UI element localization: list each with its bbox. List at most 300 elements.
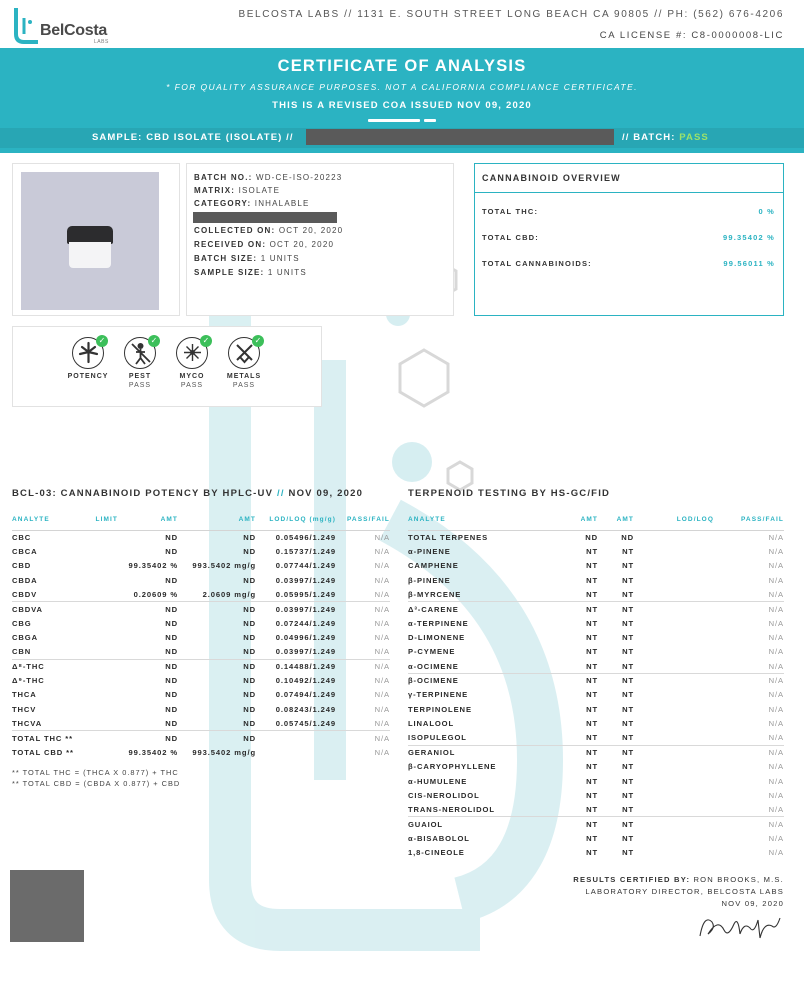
pass-fail-cell: N/A	[714, 602, 784, 616]
pass-fail-cell: N/A	[374, 647, 390, 657]
received-label: RECEIVED ON:	[194, 240, 267, 249]
cannabinoid-section-title	[12, 488, 363, 499]
table-row	[408, 530, 784, 544]
table-cell: ND	[165, 618, 178, 628]
analyte-name: β-CARYOPHYLLENE	[408, 762, 497, 772]
table-cell: ND	[165, 690, 178, 700]
table-cell	[634, 544, 714, 558]
sample-size-label: SAMPLE SIZE:	[194, 268, 265, 277]
table-cell: 0.04996/1.249	[275, 633, 336, 643]
pass-fail-cell: N/A	[768, 704, 784, 714]
analyte-name: TOTAL CBD **	[12, 747, 74, 757]
table-cell	[634, 587, 714, 601]
certified-label: RESULTS CERTIFIED BY:	[573, 875, 691, 884]
overview-value: 99.56011 %	[723, 259, 775, 268]
table-cell: NT	[622, 848, 634, 858]
table-cell: NT	[538, 673, 598, 687]
table-cell	[78, 745, 118, 759]
category-label: CATEGORY:	[194, 199, 252, 208]
lab-address: BELCOSTA LABS // 1131 E. SOUTH STREET LONG BEACH CA 90805 // PH: (562) 676-4206	[238, 9, 784, 20]
pass-fail-cell: N/A	[768, 547, 784, 557]
pass-fail-cell: N/A	[336, 602, 390, 616]
table-cell: 99.35402 %	[128, 747, 178, 757]
table-cell: NT	[538, 745, 598, 759]
pass-fail-cell: N/A	[768, 776, 784, 786]
analyte-name: CBC	[12, 532, 32, 542]
table-cell	[78, 587, 118, 601]
table-cell: ND	[243, 690, 256, 700]
table-cell: NT	[622, 776, 634, 786]
batch-no-row	[194, 173, 342, 182]
check-icon: ✓	[148, 335, 160, 347]
sample-size-value: 1 UNITS	[267, 268, 307, 277]
matrix-row	[194, 186, 280, 195]
table-cell	[634, 616, 714, 630]
pass-fail-cell: N/A	[336, 731, 390, 745]
pass-fail-cell: N/A	[768, 848, 784, 858]
table-row	[408, 645, 784, 659]
sample-photo-box	[12, 163, 180, 316]
logo-text: BelCosta	[40, 22, 107, 39]
pass-fail-cell: N/A	[374, 690, 390, 700]
note-line: ** TOTAL CBD = (CBDA X 0.877) + CBD	[12, 779, 181, 788]
logo-sub: LABS	[94, 39, 109, 45]
analyte-name: α-OCIMENE	[408, 661, 459, 671]
analyte-name: α-PINENE	[408, 547, 451, 557]
table-row	[408, 559, 784, 573]
certifier-name: RON BROOKS, M.S.	[693, 875, 784, 884]
table-cell: NT	[622, 575, 634, 585]
table-cell	[634, 760, 714, 774]
table-cell: 99.35402 %	[128, 561, 178, 571]
table-cell	[78, 602, 118, 616]
table-cell: NT	[586, 661, 598, 671]
table-cell	[78, 716, 118, 730]
table-cell: ND	[178, 731, 256, 745]
table-cell: 0.07244/1.249	[275, 618, 336, 628]
pass-fail-cell: N/A	[768, 618, 784, 628]
table-row	[408, 731, 784, 745]
table-cell: ND	[243, 547, 256, 557]
analyte-name: α-BISABOLOL	[408, 833, 470, 843]
table-cell: 993.5402 mg/g	[192, 561, 256, 571]
table-cell	[634, 846, 714, 860]
table-cell: NT	[586, 733, 598, 743]
redaction-block	[306, 129, 614, 145]
col-header: LIMIT	[78, 513, 118, 530]
table-cell: 2.0609 mg/g	[202, 589, 256, 599]
table-cell: ND	[165, 575, 178, 585]
table-cell: ND	[621, 532, 634, 542]
table-cell	[634, 702, 714, 716]
batch-no-value: WD-CE-ISO-20223	[255, 173, 343, 182]
table-cell	[78, 544, 118, 558]
table-cell	[78, 659, 118, 673]
table-row	[408, 616, 784, 630]
table-cell: ND	[165, 547, 178, 557]
overview-title: CANNABINOID OVERVIEW	[482, 173, 621, 183]
table-cell: NT	[538, 602, 598, 616]
certification-date: NOV 09, 2020	[721, 899, 784, 908]
table-cell: 0.07744/1.249	[275, 561, 336, 571]
table-cell: NT	[622, 647, 634, 657]
pass-fail-cell: N/A	[768, 790, 784, 800]
table-cell: NT	[586, 719, 598, 729]
table-row	[12, 688, 390, 702]
table-cell	[634, 774, 714, 788]
col-header: AMT	[118, 513, 178, 530]
table-cell: NT	[622, 589, 634, 599]
table-cell	[78, 702, 118, 716]
pass-fail-cell: N/A	[374, 747, 390, 757]
analyte-name: CBG	[12, 618, 32, 628]
table-cell: ND	[118, 659, 178, 673]
table-cell: NT	[598, 602, 634, 616]
table-row	[408, 774, 784, 788]
pass-fail-cell: N/A	[768, 690, 784, 700]
table-cell: NT	[586, 618, 598, 628]
table-cell: ND	[165, 532, 178, 542]
table-cell: ND	[165, 676, 178, 686]
analyte-name: α-HUMULENE	[408, 776, 468, 786]
table-row	[12, 559, 390, 573]
check-icon: ✓	[96, 335, 108, 347]
pass-fail-cell: N/A	[768, 733, 784, 743]
batch-label: // BATCH:	[622, 132, 676, 143]
table-cell	[634, 831, 714, 845]
table-row	[408, 688, 784, 702]
myco-badge	[167, 335, 219, 399]
table-cell	[634, 559, 714, 573]
coa-title: CERTIFICATE OF ANALYSIS	[277, 57, 527, 75]
table-cell	[78, 630, 118, 644]
table-cell: ND	[165, 647, 178, 657]
category-value: INHALABLE	[254, 199, 310, 208]
table-row	[12, 645, 390, 659]
badge-status: PASS	[232, 382, 256, 389]
table-cell: 0.03997/1.249	[256, 602, 336, 616]
table-cell: NT	[586, 633, 598, 643]
table-row	[408, 702, 784, 716]
batch-no-label: BATCH NO.:	[194, 173, 253, 182]
table-cell: NT	[586, 790, 598, 800]
table-cell: 993.5402 mg/g	[192, 747, 256, 757]
banner-divider	[368, 119, 438, 122]
table-cell: NT	[622, 633, 634, 643]
table-cell: 0.03997/1.249	[275, 575, 336, 585]
cannabinoid-title-text: BCL-03: CANNABINOID POTENCY BY HPLC-UV	[12, 488, 274, 499]
table-row	[12, 544, 390, 558]
table-cell: ND	[243, 575, 256, 585]
analyte-name: ISOPULEGOL	[408, 733, 467, 743]
cannabinoid-overview	[474, 163, 784, 316]
table-cell: ND	[243, 618, 256, 628]
table-cell: ND	[118, 602, 178, 616]
pest-badge	[115, 335, 167, 399]
table-row	[408, 846, 784, 860]
overview-label: TOTAL CANNABINOIDS:	[482, 259, 592, 268]
pass-fail-cell: N/A	[374, 532, 390, 542]
table-cell	[78, 573, 118, 587]
analyte-name: TOTAL THC **	[12, 731, 78, 745]
category-row	[194, 199, 310, 208]
table-cell: NT	[598, 673, 634, 687]
badge-label: METALS	[226, 373, 262, 380]
table-row	[12, 530, 390, 544]
coa-banner	[0, 48, 804, 153]
analyte-name: CBDV	[12, 589, 38, 599]
analyte-name: GERANIOL	[408, 745, 538, 759]
analyte-name: CBD	[12, 561, 32, 571]
pass-fail-cell: N/A	[336, 659, 390, 673]
analyte-name: CBCA	[12, 547, 38, 557]
sample-info-box	[186, 163, 454, 316]
table-cell	[634, 716, 714, 730]
table-cell: 0.07494/1.249	[275, 690, 336, 700]
pass-fail-cell: N/A	[374, 676, 390, 686]
table-cell: NT	[622, 833, 634, 843]
table-row	[12, 702, 390, 716]
table-cell	[634, 803, 714, 817]
table-cell	[78, 688, 118, 702]
table-row	[408, 602, 784, 616]
table-cell: 0.08243/1.249	[275, 704, 336, 714]
matrix-value: ISOLATE	[238, 186, 281, 195]
table-row	[408, 716, 784, 730]
collected-row	[194, 226, 343, 235]
pass-fail-cell: N/A	[714, 745, 784, 759]
badge-label: MYCO	[179, 373, 205, 380]
cannabinoid-table	[12, 513, 390, 760]
test-badges	[12, 326, 322, 407]
table-cell: ND	[165, 633, 178, 643]
sample-label: SAMPLE: CBD ISOLATE (ISOLATE) //	[92, 132, 294, 143]
table-row	[408, 587, 784, 601]
analyte-name: γ-TERPINENE	[408, 690, 469, 700]
col-header: PASS/FAIL	[336, 513, 390, 530]
table-row	[12, 587, 390, 601]
sample-size-row	[194, 268, 307, 277]
analyte-name: β-OCIMENE	[408, 673, 538, 687]
pass-fail-cell: N/A	[768, 661, 784, 671]
table-row	[408, 745, 784, 759]
table-cell	[634, 573, 714, 587]
badge-label: POTENCY	[67, 373, 109, 380]
batch-size-value: 1 UNITS	[260, 254, 300, 263]
table-cell: NT	[622, 547, 634, 557]
analyte-name: THCV	[12, 704, 37, 714]
col-header: AMT	[538, 513, 598, 530]
table-cell	[78, 530, 118, 544]
table-cell	[634, 817, 714, 831]
table-cell	[634, 645, 714, 659]
table-cell	[634, 788, 714, 802]
page-header	[0, 0, 804, 48]
table-cell: NT	[586, 575, 598, 585]
table-cell: NT	[598, 817, 634, 831]
pass-fail-cell: N/A	[374, 704, 390, 714]
pass-fail-cell: N/A	[714, 817, 784, 831]
col-header: AMT	[178, 513, 256, 530]
analyte-name: Δ⁸-THC	[12, 659, 78, 673]
table-cell: NT	[586, 804, 598, 814]
table-cell	[634, 530, 714, 544]
analyte-name: CAMPHENE	[408, 561, 459, 571]
table-cell: ND	[165, 718, 178, 728]
col-header: PASS/FAIL	[714, 513, 784, 530]
col-header: LOD/LOQ (mg/g)	[256, 513, 336, 530]
table-cell: NT	[622, 704, 634, 714]
table-cell: NT	[586, 561, 598, 571]
analyte-name: CBDVA	[12, 602, 78, 616]
analyte-name: TRANS-NEROLIDOL	[408, 804, 495, 814]
table-row	[408, 544, 784, 558]
table-cell	[256, 731, 336, 745]
col-header: LOD/LOQ	[634, 513, 714, 530]
coa-disclaimer: * FOR QUALITY ASSURANCE PURPOSES. NOT A CALIFORNIA COMPLIANCE CERTIFICATE.	[166, 82, 638, 92]
table-cell: ND	[118, 731, 178, 745]
pass-fail-cell: N/A	[768, 575, 784, 585]
table-cell: ND	[243, 676, 256, 686]
table-cell: 0.05496/1.249	[275, 532, 336, 542]
table-cell: NT	[586, 704, 598, 714]
overview-row	[482, 233, 778, 242]
total-notes	[12, 767, 180, 789]
table-cell	[78, 616, 118, 630]
table-row	[12, 659, 390, 673]
metals-badge	[219, 335, 271, 399]
redaction-block	[193, 212, 337, 223]
badge-status: PASS	[180, 382, 204, 389]
pass-fail-cell: N/A	[768, 833, 784, 843]
overview-value: 99.35402 %	[722, 233, 775, 242]
pass-fail-cell: N/A	[768, 647, 784, 657]
table-header	[408, 513, 784, 530]
table-cell	[634, 673, 714, 687]
terpene-section-title: TERPENOID TESTING BY HS-GC/FID	[408, 488, 611, 499]
overview-row	[482, 259, 778, 268]
table-row	[408, 673, 784, 687]
table-cell	[634, 659, 714, 673]
col-header: ANALYTE	[408, 513, 538, 530]
redacted-qr-code	[10, 870, 84, 942]
belcosta-logo	[12, 4, 122, 44]
table-cell: ND	[243, 704, 256, 714]
pass-fail-cell: N/A	[768, 532, 784, 542]
analyte-name: 1,8-CINEOLE	[408, 848, 465, 858]
matrix-label: MATRIX:	[194, 186, 236, 195]
received-value: OCT 20, 2020	[269, 240, 335, 249]
analyte-name: β-PINENE	[408, 575, 451, 585]
pass-fail-cell: N/A	[714, 673, 784, 687]
received-row	[194, 240, 334, 249]
table-cell: ND	[165, 704, 178, 714]
pass-fail-cell: N/A	[768, 804, 784, 814]
overview-label: TOTAL THC:	[482, 207, 539, 216]
table-cell	[634, 688, 714, 702]
table-cell: 0.20609 %	[133, 589, 178, 599]
analyte-name: CBGA	[12, 633, 38, 643]
certifier-title: LABORATORY DIRECTOR, BELCOSTA LABS	[585, 887, 784, 896]
table-cell: NT	[622, 719, 634, 729]
table-cell: NT	[622, 690, 634, 700]
analyte-name: GUAIOL	[408, 817, 538, 831]
lab-license: CA LICENSE #: C8-0000008-LIC	[599, 30, 784, 41]
note-line: ** TOTAL THC = (THCA X 0.877) + THC	[12, 768, 179, 777]
table-row	[408, 817, 784, 831]
table-cell: NT	[586, 589, 598, 599]
table-cell: NT	[598, 745, 634, 759]
sample-bar	[0, 128, 804, 148]
table-cell: ND	[178, 602, 256, 616]
table-cell: 0.05995/1.249	[275, 589, 336, 599]
table-cell: NT	[586, 690, 598, 700]
table-cell: NT	[586, 647, 598, 657]
badge-label: PEST	[128, 373, 152, 380]
col-header: AMT	[598, 513, 634, 530]
table-cell: ND	[243, 718, 256, 728]
overview-label: TOTAL CBD:	[482, 233, 539, 242]
analyte-name: THCVA	[12, 718, 43, 728]
analyte-name: TOTAL TERPENES	[408, 532, 489, 542]
analyte-name: Δ³-CARENE	[408, 602, 538, 616]
table-cell: 0.05745/1.249	[275, 718, 336, 728]
table-cell: 0.10492/1.249	[275, 676, 336, 686]
analyte-name: D-LIMONENE	[408, 633, 466, 643]
batch-status	[622, 132, 709, 143]
table-cell: ND	[585, 532, 598, 542]
potency-badge	[63, 335, 115, 399]
table-cell: ND	[243, 633, 256, 643]
table-cell: NT	[586, 848, 598, 858]
pass-fail-cell: N/A	[768, 633, 784, 643]
table-cell: NT	[586, 833, 598, 843]
table-cell	[78, 673, 118, 687]
pass-fail-cell: N/A	[768, 762, 784, 772]
overview-row	[482, 207, 778, 216]
table-cell	[78, 731, 118, 745]
analyte-name: THCA	[12, 690, 37, 700]
table-cell: NT	[622, 661, 634, 671]
table-cell: ND	[243, 532, 256, 542]
table-cell	[78, 645, 118, 659]
pass-fail-cell: N/A	[374, 547, 390, 557]
signature-image	[694, 908, 784, 944]
pass-fail-cell: N/A	[374, 589, 390, 599]
table-row	[408, 831, 784, 845]
analyte-name: α-TERPINENE	[408, 618, 469, 628]
analyte-name: P-CYMENE	[408, 647, 456, 657]
analyte-name: β-MYRCENE	[408, 589, 462, 599]
table-row	[408, 760, 784, 774]
certification-block	[573, 874, 784, 910]
table-cell	[634, 745, 714, 759]
table-row	[12, 673, 390, 687]
table-cell: NT	[586, 776, 598, 786]
table-row	[12, 573, 390, 587]
table-cell	[634, 602, 714, 616]
table-cell: 0.03997/1.249	[275, 647, 336, 657]
table-row	[12, 630, 390, 644]
table-cell: NT	[622, 561, 634, 571]
analyte-name: CBN	[12, 647, 32, 657]
table-cell: NT	[622, 762, 634, 772]
table-cell	[256, 745, 336, 759]
table-cell: ND	[178, 659, 256, 673]
table-cell: ND	[243, 647, 256, 657]
table-cell: NT	[586, 762, 598, 772]
batch-pass: PASS	[679, 132, 709, 143]
